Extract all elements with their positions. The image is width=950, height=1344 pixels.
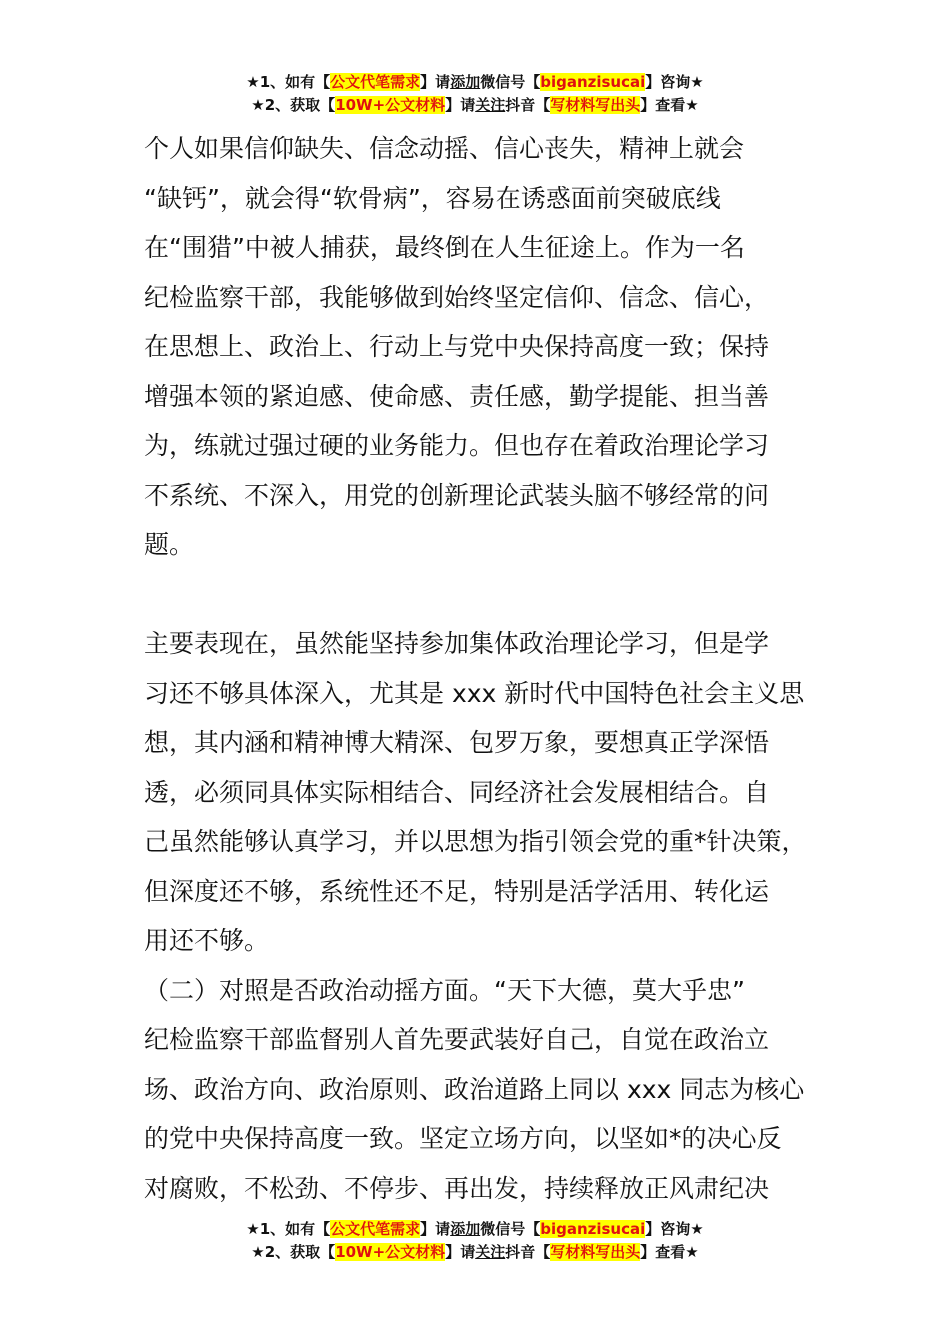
body-line: 但深度还不够，系统性还不足，特别是活学活用、转化运 <box>144 876 770 906</box>
body-line: 己虽然能够认真学习，并以思想为指引领会党的重*针决策， <box>144 827 807 856</box>
banner-highlight: 写材料写出头 <box>550 96 641 114</box>
banner-highlight: biganzisucai <box>540 1220 646 1238</box>
banner-line-1: ★1、如有【公文代笔需求】请添加微信号【biganzisucai】咨询★ <box>246 1220 704 1238</box>
body-line: 的党中央保持高度一致。坚定立场方向，以坚如*的决心反 <box>144 1124 782 1153</box>
body-line: （二）对照是否政治动摇方面。“天下大德，莫大乎忠” <box>144 975 745 1005</box>
body-line: 对腐败，不松劲、不停步、再出发，持续释放正风肃纪决 <box>144 1173 770 1203</box>
footer-banner <box>0 1218 950 1264</box>
banner-highlight: biganzisucai <box>540 73 646 91</box>
body-line: 在“围猎”中被人捕获，最终倒在人生征途上。作为一名 <box>144 233 745 262</box>
body-line: 场、政治方向、政治原则、政治道路上同以 xxx 同志为核心 <box>144 1074 805 1104</box>
banner-highlight: 10W+公文材料 <box>335 96 446 114</box>
body-line: “缺钙”，就会得“软骨病”，容易在诱惑面前突破底线 <box>144 183 721 213</box>
banner-highlight: 写材料写出头 <box>550 1243 641 1261</box>
body-line: 习还不够具体深入，尤其是 xxx 新时代中国特色社会主义思 <box>144 678 805 708</box>
body-line: 增强本领的紧迫感、使命感、责任感，勤学提能、担当善 <box>144 381 770 411</box>
document-body <box>144 124 844 1213</box>
banner-line-2: ★2、获取【10W+公文材料】请关注抖音【写材料写出头】查看★ <box>251 96 699 114</box>
body-line: 为，练就过强过硬的业务能力。但也存在着政治理论学习 <box>144 431 770 460</box>
body-line: 纪检监察干部监督别人首先要武装好自己，自觉在政治立 <box>144 1025 770 1054</box>
header-banner <box>0 71 950 117</box>
body-line: 不系统、不深入，用党的创新理论武装头脑不够经常的问 <box>144 480 770 510</box>
body-line: 题。 <box>144 530 195 559</box>
body-line: 想，其内涵和精神博大精深、包罗万象，要想真正学深悟 <box>144 728 770 757</box>
body-line: 主要表现在，虽然能坚持参加集体政治理论学习，但是学 <box>144 629 770 658</box>
body-line: 透，必须同具体实际相结合、同经济社会发展相结合。自 <box>144 777 770 807</box>
banner-highlight: 公文代笔需求 <box>330 73 421 91</box>
body-line: 个人如果信仰缺失、信念动摇、信心丧失，精神上就会 <box>144 134 745 163</box>
paragraph-gap <box>144 570 844 620</box>
body-line: 在思想上、政治上、行动上与党中央保持高度一致；保持 <box>144 332 770 361</box>
banner-highlight: 公文代笔需求 <box>330 1220 421 1238</box>
banner-highlight: 10W+公文材料 <box>335 1243 446 1261</box>
banner-line-2: ★2、获取【10W+公文材料】请关注抖音【写材料写出头】查看★ <box>251 1243 699 1261</box>
banner-line-1: ★1、如有【公文代笔需求】请添加微信号【biganzisucai】咨询★ <box>246 73 704 91</box>
body-line: 用还不够。 <box>144 926 270 955</box>
body-line: 纪检监察干部，我能够做到始终坚定信仰、信念、信心， <box>144 282 770 312</box>
